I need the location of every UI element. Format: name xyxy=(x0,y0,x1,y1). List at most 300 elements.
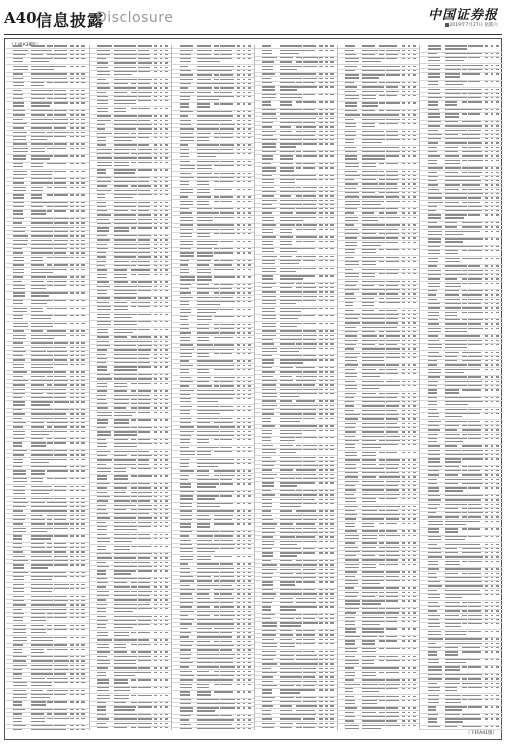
table-row xyxy=(172,398,255,406)
cell-text xyxy=(13,486,24,487)
cell-text xyxy=(237,276,240,277)
cell-text xyxy=(76,187,78,188)
cell-text xyxy=(214,137,219,138)
cell-text xyxy=(114,140,131,141)
cell-text xyxy=(154,96,157,97)
cell-text xyxy=(54,576,67,577)
cell-text xyxy=(160,92,162,93)
cell-text xyxy=(160,286,162,287)
cell-text xyxy=(220,572,233,573)
cell-text xyxy=(13,158,26,159)
cell-text xyxy=(220,515,232,516)
cell-text xyxy=(114,169,134,170)
cell-text xyxy=(31,235,50,236)
cell-text xyxy=(197,184,209,185)
cell-text xyxy=(180,224,194,225)
cell-text xyxy=(47,523,53,524)
cell-text xyxy=(180,563,189,564)
cell-text xyxy=(97,427,106,428)
cell-text xyxy=(165,214,168,215)
cell-text xyxy=(180,466,189,467)
cell-text xyxy=(70,231,73,232)
table-row xyxy=(172,483,255,491)
cell-text xyxy=(220,636,232,637)
cell-text xyxy=(180,189,193,190)
cell-text xyxy=(76,644,78,645)
cell-text xyxy=(160,149,162,150)
cell-text xyxy=(138,651,152,652)
cell-text xyxy=(243,120,245,121)
cell-text xyxy=(214,540,219,541)
cell-text xyxy=(197,168,212,169)
cell-text xyxy=(114,541,131,542)
cell-text xyxy=(220,495,232,496)
cell-text xyxy=(243,201,245,202)
cell-text xyxy=(13,315,23,316)
cell-text xyxy=(13,729,22,730)
cell-text xyxy=(165,153,168,154)
cell-text xyxy=(81,718,84,719)
cell-text xyxy=(31,347,49,348)
cell-text xyxy=(70,694,73,695)
cell-text xyxy=(138,274,150,275)
cell-text xyxy=(81,114,84,115)
cell-text xyxy=(180,360,189,361)
cell-text xyxy=(220,410,234,411)
cell-text xyxy=(70,342,73,343)
cell-text xyxy=(70,187,73,188)
cell-text xyxy=(138,185,151,186)
cell-text xyxy=(180,92,194,93)
cell-text xyxy=(31,625,45,626)
cell-text xyxy=(214,636,220,637)
table-row xyxy=(172,336,255,344)
cell-text xyxy=(165,591,168,592)
cell-text xyxy=(81,257,84,258)
cell-text xyxy=(76,110,78,111)
cell-text xyxy=(197,241,217,242)
cell-text xyxy=(70,163,73,164)
cell-text xyxy=(197,372,209,373)
cell-text xyxy=(70,669,73,670)
cell-text xyxy=(131,687,137,688)
cell-text xyxy=(154,412,157,413)
cell-text xyxy=(138,157,152,158)
issue-date xyxy=(445,22,498,28)
cell-text xyxy=(81,58,84,59)
cell-text xyxy=(220,344,233,345)
cell-text xyxy=(47,393,53,394)
cell-text xyxy=(54,678,68,679)
table-row xyxy=(6,617,89,625)
cell-text xyxy=(165,181,168,182)
cell-text xyxy=(47,442,53,443)
cell-text xyxy=(31,450,48,451)
cell-text xyxy=(220,328,234,329)
cell-text xyxy=(243,580,245,581)
cell-text xyxy=(237,491,240,492)
cell-text xyxy=(138,79,152,80)
cell-text xyxy=(160,162,162,163)
cell-text xyxy=(114,45,131,46)
table-row xyxy=(90,273,173,281)
cell-text xyxy=(81,543,84,544)
cell-text xyxy=(76,123,78,124)
cell-text xyxy=(138,487,152,488)
cell-text xyxy=(31,338,54,339)
cell-text xyxy=(13,82,23,83)
cell-text xyxy=(114,586,130,587)
cell-text xyxy=(154,87,157,88)
cell-text xyxy=(197,576,211,577)
cell-text xyxy=(114,672,135,673)
cell-text xyxy=(47,127,52,128)
cell-text xyxy=(54,218,69,219)
cell-text xyxy=(237,475,240,476)
cell-text xyxy=(138,632,150,633)
table-row xyxy=(172,233,255,241)
cell-text xyxy=(54,342,68,343)
cell-text xyxy=(114,675,135,676)
cell-text xyxy=(248,576,251,577)
cell-text xyxy=(160,660,162,661)
cell-text xyxy=(154,656,157,657)
cell-text xyxy=(154,695,157,696)
table-row xyxy=(90,419,173,427)
cell-text xyxy=(160,390,162,391)
cell-text xyxy=(197,229,218,230)
cell-text xyxy=(248,50,251,51)
cell-text xyxy=(180,510,192,511)
cell-text xyxy=(47,82,53,83)
cell-text xyxy=(31,227,48,228)
cell-text xyxy=(131,419,136,420)
table-row xyxy=(172,181,255,189)
cell-text xyxy=(220,540,233,541)
cell-text xyxy=(154,314,157,315)
cell-text xyxy=(31,551,48,552)
cell-text xyxy=(131,667,137,668)
cell-text xyxy=(165,672,168,673)
cell-text xyxy=(154,120,157,121)
cell-text xyxy=(81,171,84,172)
cell-text xyxy=(197,454,210,455)
cell-text xyxy=(13,515,25,516)
cell-text xyxy=(160,534,162,535)
cell-text xyxy=(70,644,73,645)
cell-text xyxy=(31,231,51,232)
cell-text xyxy=(97,651,110,652)
cell-text xyxy=(13,264,24,265)
cell-text xyxy=(154,534,157,535)
cell-text xyxy=(243,544,245,545)
cell-text xyxy=(138,194,152,195)
cell-text xyxy=(237,353,240,354)
cell-text xyxy=(220,133,233,134)
cell-text xyxy=(197,45,210,46)
cell-text xyxy=(248,79,251,80)
cell-text xyxy=(31,673,52,674)
cell-text xyxy=(114,281,128,282)
continued-from-note: （上接A39版） xyxy=(8,42,41,48)
cell-text xyxy=(97,165,111,166)
cell-text xyxy=(31,567,48,568)
cell-text xyxy=(97,286,110,287)
cell-text xyxy=(31,308,43,309)
cell-text xyxy=(180,479,188,480)
cell-text xyxy=(70,132,73,133)
cell-text xyxy=(138,169,152,170)
cell-text xyxy=(180,153,189,154)
cell-text xyxy=(237,495,240,496)
cell-text xyxy=(154,727,157,728)
cell-text xyxy=(114,505,131,506)
cell-text xyxy=(54,123,68,124)
cell-text xyxy=(54,155,68,156)
cell-text xyxy=(54,656,68,657)
cell-text xyxy=(197,173,212,174)
cell-text xyxy=(31,240,49,241)
cell-text xyxy=(180,422,191,423)
cell-text xyxy=(160,468,162,469)
cell-text xyxy=(31,528,47,529)
cell-text xyxy=(13,94,23,95)
cell-text xyxy=(81,584,84,585)
cell-text xyxy=(165,206,168,207)
cell-text xyxy=(180,372,190,373)
cell-text xyxy=(237,439,240,440)
cell-text xyxy=(248,544,251,545)
cell-text xyxy=(160,252,162,253)
cell-text xyxy=(243,463,245,464)
cell-text xyxy=(76,98,78,99)
cell-text xyxy=(243,324,245,325)
table-row xyxy=(6,186,89,194)
cell-text xyxy=(165,714,168,715)
cell-text xyxy=(243,66,245,67)
cell-text xyxy=(154,108,157,109)
cell-text xyxy=(248,623,251,624)
cell-text xyxy=(70,409,73,410)
cell-text xyxy=(114,620,132,621)
cell-text xyxy=(81,98,84,99)
cell-text xyxy=(97,92,106,93)
cell-text xyxy=(114,663,135,664)
table-row xyxy=(90,687,173,695)
cell-text xyxy=(31,397,50,398)
cell-text xyxy=(76,351,78,352)
cell-text xyxy=(180,70,192,71)
cell-text xyxy=(165,566,168,567)
cell-text xyxy=(197,54,211,55)
cell-text xyxy=(13,127,23,128)
cell-text xyxy=(220,58,232,59)
cell-text xyxy=(70,323,73,324)
cell-text xyxy=(13,139,25,140)
cell-text xyxy=(138,219,153,220)
cell-text xyxy=(97,586,106,587)
cell-text xyxy=(154,169,157,170)
cell-text xyxy=(31,531,47,532)
cell-text xyxy=(81,556,84,557)
cell-text xyxy=(138,269,150,270)
table-row xyxy=(90,643,173,651)
cell-text xyxy=(220,276,235,277)
cell-text xyxy=(165,79,168,80)
cell-text xyxy=(131,644,137,645)
cell-text xyxy=(114,496,130,497)
cell-text xyxy=(214,284,219,285)
cell-text xyxy=(248,124,251,125)
cell-text xyxy=(180,344,193,345)
cell-text xyxy=(197,470,209,471)
cell-text xyxy=(220,483,233,484)
cell-text xyxy=(197,413,220,414)
cell-text xyxy=(180,572,190,573)
cell-text xyxy=(54,682,68,683)
cell-text xyxy=(243,96,245,97)
table-row xyxy=(6,147,89,155)
cell-text xyxy=(138,45,153,46)
cell-text xyxy=(243,165,245,166)
cell-text xyxy=(237,153,240,154)
table-row xyxy=(90,679,173,687)
table-row xyxy=(172,555,255,563)
cell-text xyxy=(54,78,67,79)
cell-text xyxy=(54,371,66,372)
cell-text xyxy=(76,502,78,503)
cell-text xyxy=(180,385,189,386)
cell-text xyxy=(154,475,157,476)
cell-text xyxy=(76,102,78,103)
cell-text xyxy=(13,371,27,372)
cell-text xyxy=(160,582,162,583)
cell-text xyxy=(70,292,73,293)
cell-text xyxy=(220,377,235,378)
cell-text xyxy=(97,124,105,125)
cell-text xyxy=(70,252,73,253)
issue-date-text: 2019年7月27日 星期六 xyxy=(450,23,498,28)
cell-text xyxy=(243,606,245,607)
cell-text xyxy=(237,503,240,504)
cell-text xyxy=(243,161,245,162)
cell-text xyxy=(70,556,73,557)
cell-text xyxy=(237,483,240,484)
cell-text xyxy=(180,356,192,357)
cell-text xyxy=(180,220,194,221)
cell-text xyxy=(248,398,251,399)
cell-text xyxy=(160,214,162,215)
cell-text xyxy=(47,478,53,479)
cell-text xyxy=(97,604,107,605)
cell-text xyxy=(243,531,245,532)
cell-text xyxy=(54,45,67,46)
cell-text xyxy=(81,136,84,137)
cell-text xyxy=(243,276,245,277)
cell-text xyxy=(138,526,151,527)
cell-text xyxy=(114,706,135,707)
cell-text xyxy=(160,274,162,275)
cell-text xyxy=(97,103,108,104)
cell-text xyxy=(237,212,240,213)
cell-text xyxy=(160,194,162,195)
cell-text xyxy=(114,386,127,387)
cell-text xyxy=(154,133,157,134)
cell-text xyxy=(165,455,168,456)
cell-text xyxy=(220,324,234,325)
cell-text xyxy=(180,124,191,125)
cell-text xyxy=(131,468,136,469)
cell-text xyxy=(114,194,132,195)
cell-text xyxy=(70,673,73,674)
cell-text xyxy=(31,119,51,120)
cell-text xyxy=(154,252,157,253)
cell-text xyxy=(76,155,78,156)
cell-text xyxy=(13,269,23,270)
cell-text xyxy=(165,100,168,101)
cell-text xyxy=(180,144,188,145)
cell-text xyxy=(31,481,43,482)
cell-text xyxy=(237,324,240,325)
cell-text xyxy=(76,617,78,618)
cell-text xyxy=(13,665,27,666)
cell-text xyxy=(248,70,251,71)
cell-text xyxy=(76,528,78,529)
cell-text xyxy=(154,582,157,583)
cell-text xyxy=(97,157,112,158)
cell-text xyxy=(114,96,135,97)
cell-text xyxy=(165,120,168,121)
cell-text xyxy=(160,336,162,337)
cell-text xyxy=(180,602,193,603)
cell-text xyxy=(248,54,251,55)
cell-text xyxy=(76,701,78,702)
cell-text xyxy=(165,517,168,518)
cell-text xyxy=(165,624,168,625)
cell-text xyxy=(160,58,162,59)
cell-text xyxy=(165,427,168,428)
cell-text xyxy=(165,45,168,46)
cell-text xyxy=(138,439,150,440)
cell-text xyxy=(154,210,157,211)
table-row xyxy=(172,353,255,361)
cell-text xyxy=(248,196,251,197)
table-row xyxy=(6,527,89,535)
cell-text xyxy=(165,252,168,253)
cell-text xyxy=(180,431,195,432)
cell-text xyxy=(214,133,221,134)
cell-text xyxy=(70,380,73,381)
cell-text xyxy=(154,235,157,236)
cell-text xyxy=(248,349,251,350)
cell-text xyxy=(54,269,68,270)
cell-text xyxy=(114,227,129,228)
cell-text xyxy=(243,585,245,586)
cell-text xyxy=(54,515,67,516)
cell-text xyxy=(13,347,23,348)
cell-text xyxy=(81,335,84,336)
cell-text xyxy=(248,475,251,476)
cell-text xyxy=(76,649,78,650)
cell-text xyxy=(54,718,69,719)
cell-text xyxy=(31,613,45,614)
cell-text xyxy=(180,611,194,612)
cell-text xyxy=(13,413,25,414)
cell-text xyxy=(97,172,106,173)
cell-text xyxy=(70,257,73,258)
cell-text xyxy=(97,562,106,563)
cell-text xyxy=(138,297,152,298)
